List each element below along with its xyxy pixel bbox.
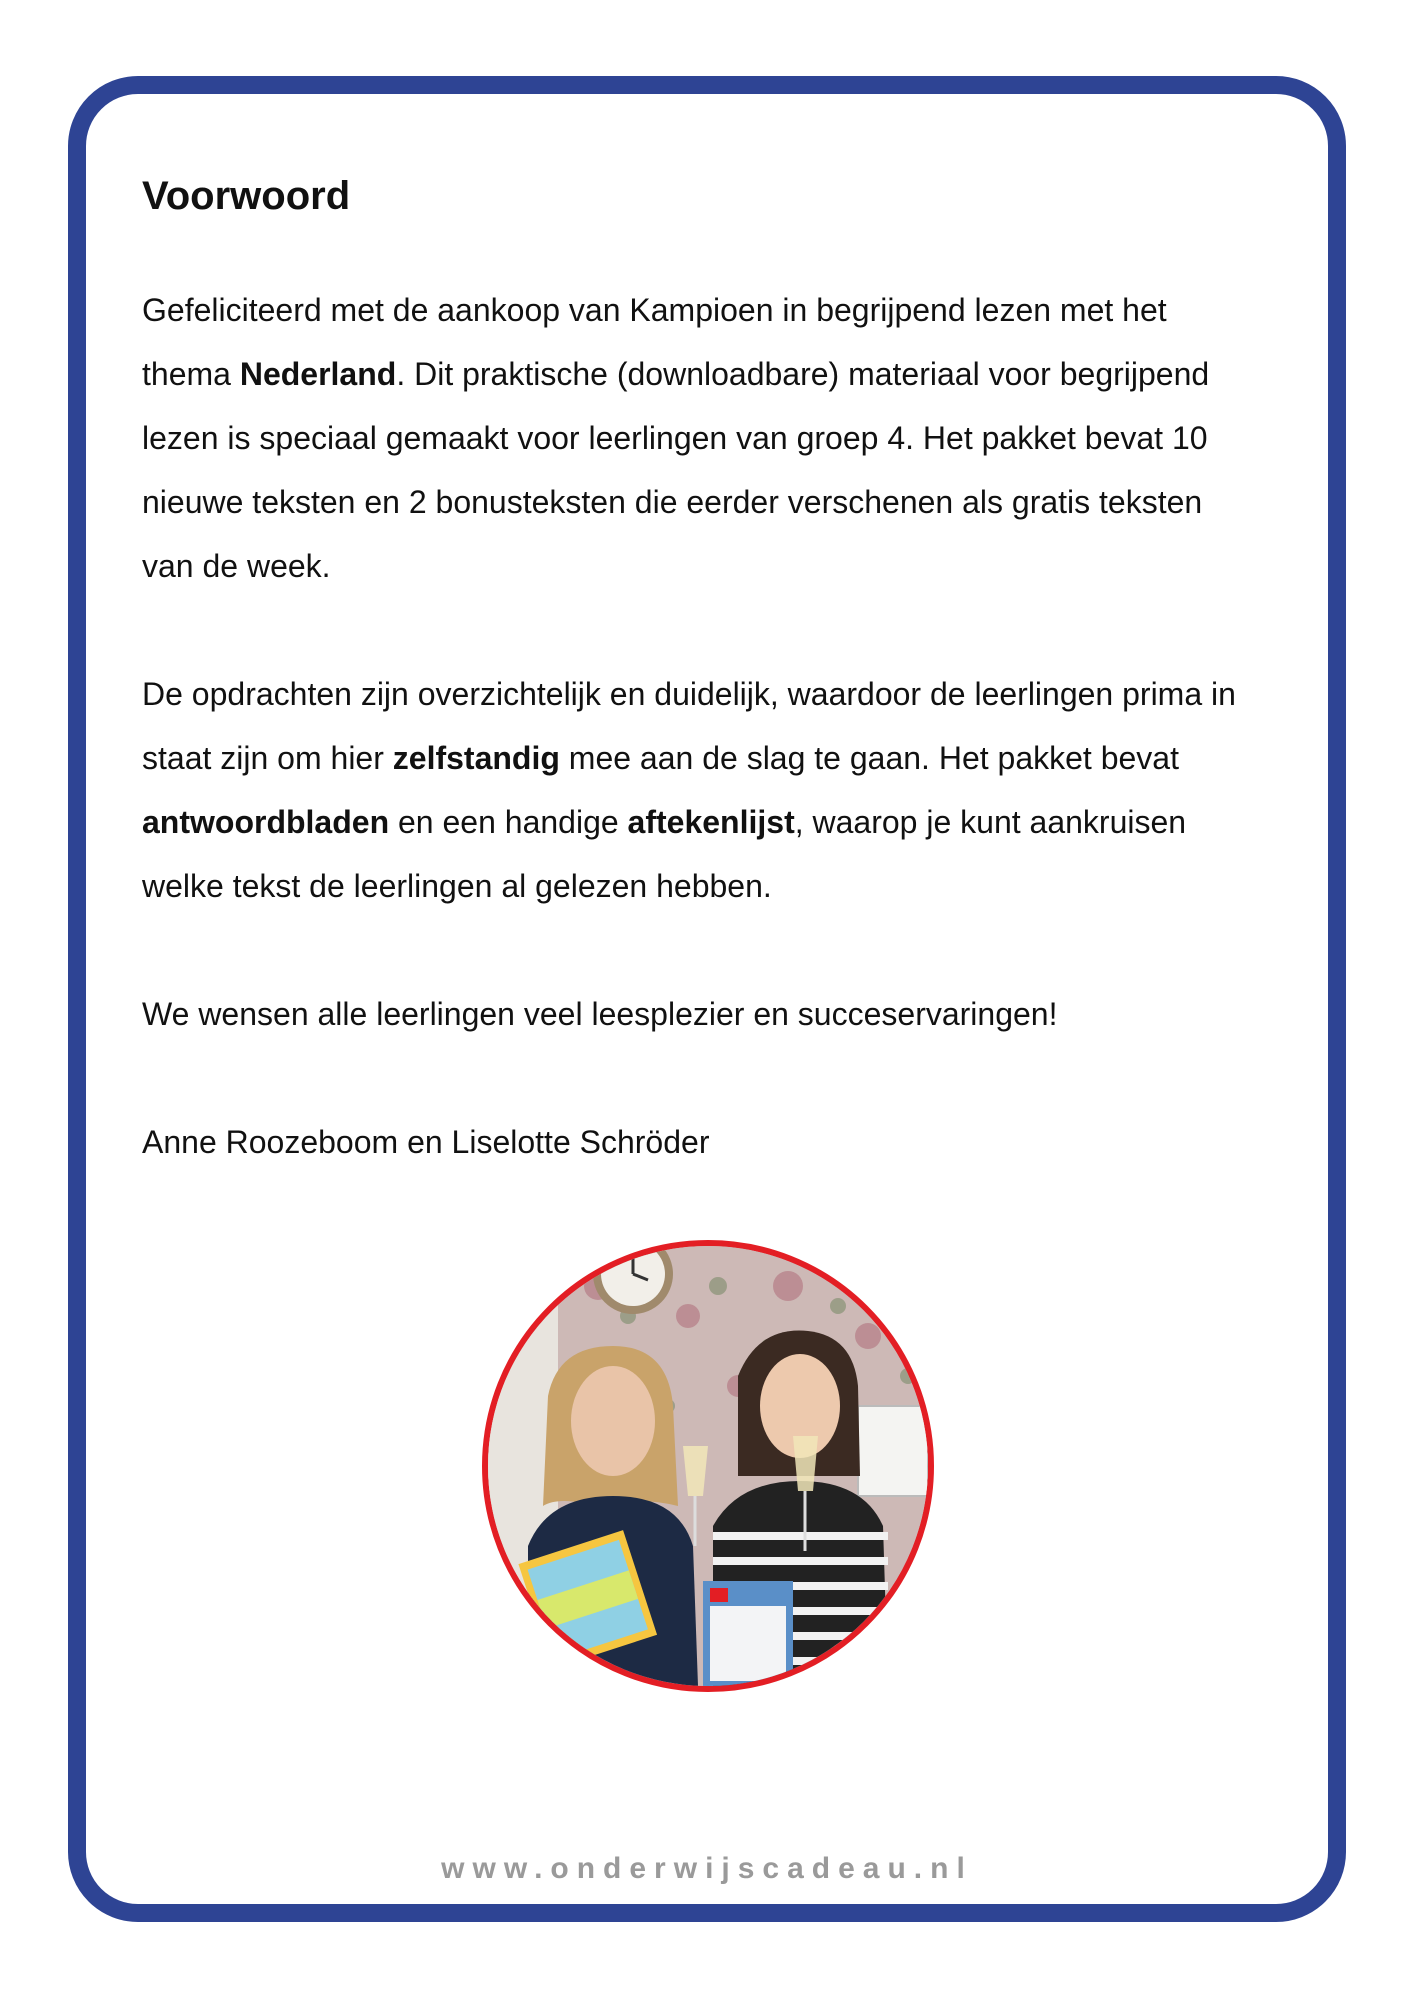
wishes-paragraph: We wensen alle leerlingen veel leesplezier en succeservaringen! (142, 996, 1058, 1032)
intro-paragraph (142, 278, 1262, 598)
assignments-text-4: , waarop je kunt aankruisen welke tekst de leerlingen al gelezen hebben. (142, 804, 1187, 904)
authors-photo-illustration (488, 1246, 928, 1686)
assignments-text-3: en een handige (389, 804, 628, 840)
bold-zelfstandig: zelfstandig (392, 740, 560, 776)
bold-antwoordbladen: antwoordbladen (142, 804, 390, 840)
signature: Anne Roozeboom en Liselotte Schröder (142, 1124, 710, 1160)
assignments-paragraph (142, 662, 1262, 918)
theme-name: Nederland (239, 356, 397, 392)
page-title: Voorwoord (142, 174, 351, 218)
intro-text-start: Gefeliciteerd met de aankoop van Kampioen in begrijpend lezen met het thema (142, 292, 1167, 392)
intro-text-end: . Dit praktische (downloadbare) materiaal voor begrijpend lezen is speciaal gemaakt voor leerlingen van groep 4. Het pakket bevat 10 nieuwe teksten en 2 bonusteksten die eerder verschenen als gratis teksten van de week. (142, 356, 1210, 584)
assignments-text-2: mee aan de slag te gaan. Het pakket bevat (559, 740, 1179, 776)
website-footer: www.onderwijscadeau.nl (441, 1852, 973, 1885)
bold-aftekenlijst: aftekenlijst (627, 804, 795, 840)
assignments-text-1: De opdrachten zijn overzichtelijk en duidelijk, waardoor de leerlingen prima in staat zijn om hier (142, 676, 1236, 776)
authors-photo (482, 1240, 934, 1692)
